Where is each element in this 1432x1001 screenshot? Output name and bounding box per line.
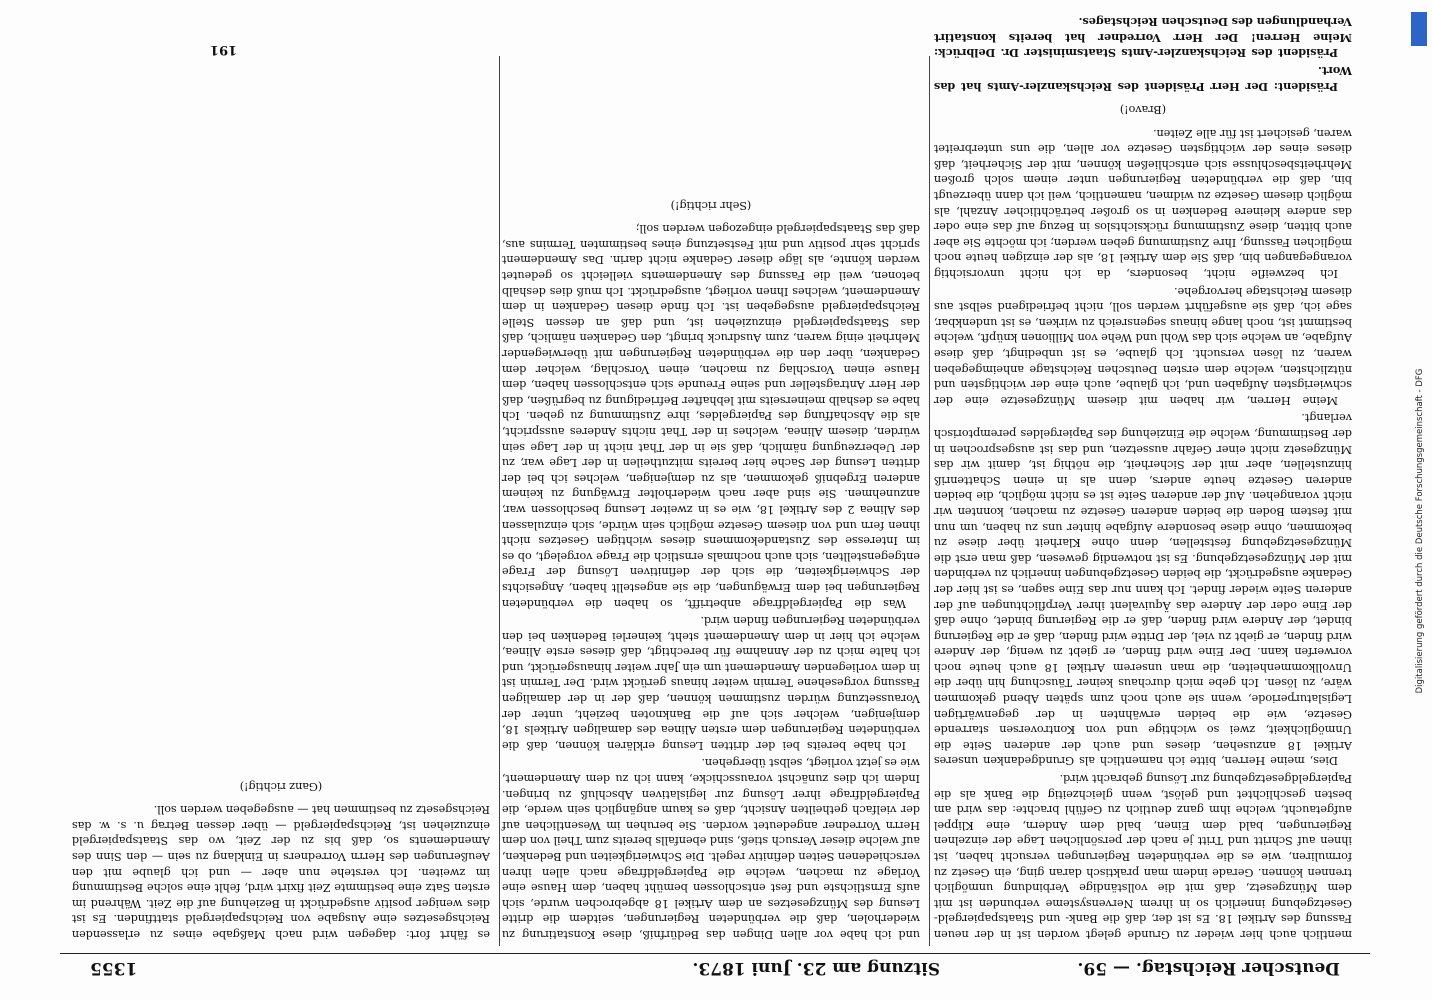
column-2 <box>502 189 920 942</box>
interjection: (Ganz richtig!) <box>239 779 323 793</box>
interjection: (Sehr richtig!) <box>670 198 752 212</box>
paragraph: und ich habe vor allen Dingen das Bedürfniß, diese Konstatirung zu wiederholen, daß die verbündeten Regierungen, seitdem die dritte Lesung des Münzgesetzes an dem Artikel 18 abgebrochen wurde, sich aufs Ernstlichste und fest entschlossen bemüht haben, dem Hause eine Vorlage zu machen, welche die Papiergeldfrage nach allen ihren verschiedenen Seiten definitiv regelt. Die Schwierigkeiten und Bedenken, auf welche dieser Versuch stieß, sind ebenfalls bereits zum Theil von dem Herrn Vorredner angedeutet worden. Sie beruhen im Wesentlichen auf der vielfach getheilten Ansicht, daß es kaum angänglich sein werde, die Papiergeldfrage ihrer Lösung zur legislativen Abschluß zu bringen. Indem ich dies zunächst vorausschicke, kann ich zu dem Amendement, wie es jetzt vorliegt, selbst übergehen. <box>502 756 920 941</box>
paragraph: Dies, meine Herren, bitte ich namentlich als Grundgedanken unseres Artikel 18 anzusehen, dieses und auch der anderen Seite die Unmöglichkeit, zwei so wichtige und von Kontroversen starrende Gesetze, wie die beiden erwähnten in der gegenwärtigen Legislaturperiode, wenn sie auch noch zum späten Abend gekommen wäre, zu lösen. Ich gebe mich durchaus keiner Täuschung hin über die Unvollkommenheiten, die man unserem Artikel 18 auch heute noch vorwerfen kann. Der Eine wird finden, er giebt zu wenig, der Andere wird finden, er giebt zu viel, der Dritte wird finden, daß er die Regierung bindet, der Andere wird finden, daß er die Regierung bindet, ohne daß der Eine oder der Andere das Äquivalent ihrer Verpflichtungen auf der anderen Seite wieder findet. Ich kann nur das Eine sagen, es ist hier der Gedanke ausgedrückt, die beiden Gesetzgebungen innerlich zu verbinden mit der Münzgesetzgebung. Es ist notwendig gewesen, daß man erst die Münzgesetzgebung feststellen, denn ohne Klarheit über diese zu bekommen, ohne diese besondere Aufgabe hinter uns zu haben, um nun mit festem Boden die beiden anderen Gesetze zu machen, konnten wir nicht vorangehen. Auf der anderen Seite ist es nicht möglich, die beiden anderen Gesetze heute anders, denn als in einen Schattenriß hinzustellen, aber mit der Sicherheit, die nöthig ist, damit wir das Münzgesetz nicht einer Gefahr aussetzen, und das ist ausgesprochen in der Bestimmung, welche die Einziehung des Papiergeldes peremptorisch verlangt. <box>934 411 1352 768</box>
header-center: Sitzung am 23. Juni 1873. <box>692 958 940 978</box>
column-3 <box>72 770 490 942</box>
digitization-note: Digitalisierung gefördert durch die Deutsche Forschungsgemeinschaft - DFG <box>1415 368 1425 694</box>
paragraph: Was die Papiergeldfrage anbetrifft, so haben die verbündeten Regierungen bei dem Erwägungen, die sie angestellt haben, Angesichts der Schwierigkeiten, die sich der definitiven Lösung der Frage entgegenstellten, sich auch nochmals ernstlich die Frage vorgelegt, ob es im Interesse des Zustandekommens dieses wichtigen Gesetzes nicht ihnen fern und von diesem Gesetze möglich sein würde, sich einzulassen des Alinea 2 des Artikel 18, wie es in zweiter Lesung beschlossen war, anzunehmen. Sie sind aber nach wiederholter Erwägung zu keinem anderen Ergebniß gekommen, als zu demjenigen, welches ich bei der dritten Lesung der Sache hier bereits mitzutheilen in der Lage war, zu der Ueberzeugung nämlich, daß sie in der That nicht in der Lage sein würden, diesem Alinea, welches in der That nichts Anderes ausspricht, als die Abschaffung des Papiergeldes, ihre Zustimmung zu geben. Ich habe es deshalb meinerseits mit lebhafter Befriedigung zu begrüßen, daß der Herr Antragsteller und seine Freunde sich entschlossen haben, dem Hause einen Vorschlag zu machen, einen Vorschlag, welcher dem Gedanken, über den die verbündeten Regierungen mit überwiegender Mehrheit einig waren, zum Ausdruck bringt, den Gedanken nämlich, daß das Staatspapiergeld einzuziehen ist, und daß an dessen Stelle Reichspapiergeld ausgegeben ist. Ich finde diesen Gedanken in dem Amendement, welches Ihnen vorliegt, ausgedrückt. Ich muß dies deshalb betonen, weil die Fassung des Amendements vielleicht so gedeutet werden könnte, als läge dieser Gedanke nicht darin. Das Amendement spricht sehr positiv und mit Festsetzung eines bestimmten Termins aus, daß das Staatspapiergeld eingezogen werden soll; <box>502 222 920 610</box>
signature-number: 191 <box>210 42 238 57</box>
paragraph: Meine Herren, wir haben mit diesem Münzgesetze eine der schwierigsten Aufgaben und, ich glaube, auch eine der wichtigsten und nützlichsten, welche dem ersten Deutschen Reichstage anheimgegeben waren, zu lösen versucht. Ich glaube, es ist unbedingt, daß diese Aufgabe, an welche sich das Wohl und Wehe von Millionen knüpft, welche bestimmt ist, noch lange hinaus segensreich zu wirken, es ist undenkbar, sage ich, daß sie ausgeführt werden soll, nicht befriedigend selbst aus diesem Reichstage hervorgehe. <box>933 284 1352 407</box>
paragraph: Ich bezweifle nicht, besonders, da ich nicht unvorsichtig vorangegangen bin, daß Sie dem Artikel 18, als der einzigen heute noch möglichen Fassung, Ihre Zustimmung geben werden; ich möchte Sie aber auch bitten, diese Zustimmung rücksichtslos in Bezug auf das eine oder das andere kleinere Bedenken in so großer beträchtlicher Anzahl, als möglich diesem Gesetze zu widmen, namentlich, weil ich dann überzeugt bin, daß die verbündeten Regierungen unter einem solch großen Mehrheitsbeschlusse sich entschließen können, mit der Sicherheit, daß dieses eines der wichtigsten Gesetze vor allen, die uns unterbreitet waren, gesichert ist für alle Zeiten. <box>934 126 1352 281</box>
digitization-sidebar <box>1408 6 1430 996</box>
column-divider <box>499 56 500 946</box>
speaker-paragraph: Präsident des Reichskanzler-Amts Staatsminister Dr. Delbrück: Meine Herren! Der Herr Vorredner hat bereits konstatirt Verhandlungen des Deutschen Reichstages. <box>934 15 1352 61</box>
column-1 <box>934 12 1352 942</box>
paragraph: mentlich auch hier wieder zu Grunde gelegt worden ist in der neuen Fassung des Artikel 18. Es ist der, daß die Bank- und Staatspapiergeld-Gesetzgebung innerlich so in ihrem Nervensysteme verbunden ist mit dem Münzgesetz, daß mit die vollständige Verbindung unmöglich trennen können. Gerade indem man praktisch daran ging, ein Gesetz zu formuliren, wie es die verbündeten Regierungen versucht haben, ist ihnen auf Schritt und Tritt je nach der persönlichen Lage der einzelnen Regierungen, bald dem Einen, bald dem Andern, eine Klippel aufgetaucht, welche ihm ganz deutlich zu Gefühl brachte: das wird am besten geschlichtet und gelöst, wenn gleichzeitig die Bank als die Papiergeldgesetzgebung zur Lösung gebracht wird. <box>934 772 1352 941</box>
page-number: 1355 <box>90 958 138 978</box>
interjection: (Bravo!) <box>1119 103 1167 117</box>
paragraph: Ich habe bereits bei der dritten Lesung erklären können, daß die verbündeten Regierungen dem ersten Alinea des damaligen Artikels 18, demjenigen, welcher sich auf die Banknoten bezieht, unter der Voraussetzung würden zustimmen können, daß der in der damaligen Fassung vorgesehene Termin weiter hinaus gerückt wird. Der Termin ist in dem vorliegenden Amendement um ein Jahr weiter hinausgerückt, und ich halte mich zu der Annahme für berechtigt, daß dieses erste Alinea, welche ich hier in dem Amendement steht, keinerlei Bedenken bei den verbündeten Regierungen finden wird. <box>502 614 920 752</box>
paragraph: es fährt fort: dagegen wird nach Maßgabe eines zu erlassenden Reichsgesetzes eine Ausgabe von Reichspapiergeld stattfinden. Es ist dies weniger positiv ausgedrückt in Beziehung auf die Zeit. Während im ersten Satz eine bestimmte Zeit fixirt wird, fehlt eine solche Bestimmung im zweiten. Ich verstehe nun aber — und ich glaube mit den Aeußerungen des Herrn Vorredners in Einklang zu sein — den Sinn des Amendements so, daß bis zu der Zeit, wo das Staatspapiergeld einzuziehen ist, Reichspapiergeld — über dessen Betrag u. s. w. das Reichsgesetz zu bestimmen hat — ausgegeben werden soll. <box>72 803 490 941</box>
rotated-newspaper-page <box>60 15 1370 982</box>
header-left: Deutscher Reichstag. — 59. <box>1077 958 1340 978</box>
page-header <box>60 953 1370 982</box>
dfg-logo-icon <box>1411 12 1427 46</box>
column-divider <box>929 56 930 946</box>
speaker-paragraph: Präsident: Der Herr Präsident des Reichskanzler-Amts hat das Wort. <box>934 63 1352 94</box>
